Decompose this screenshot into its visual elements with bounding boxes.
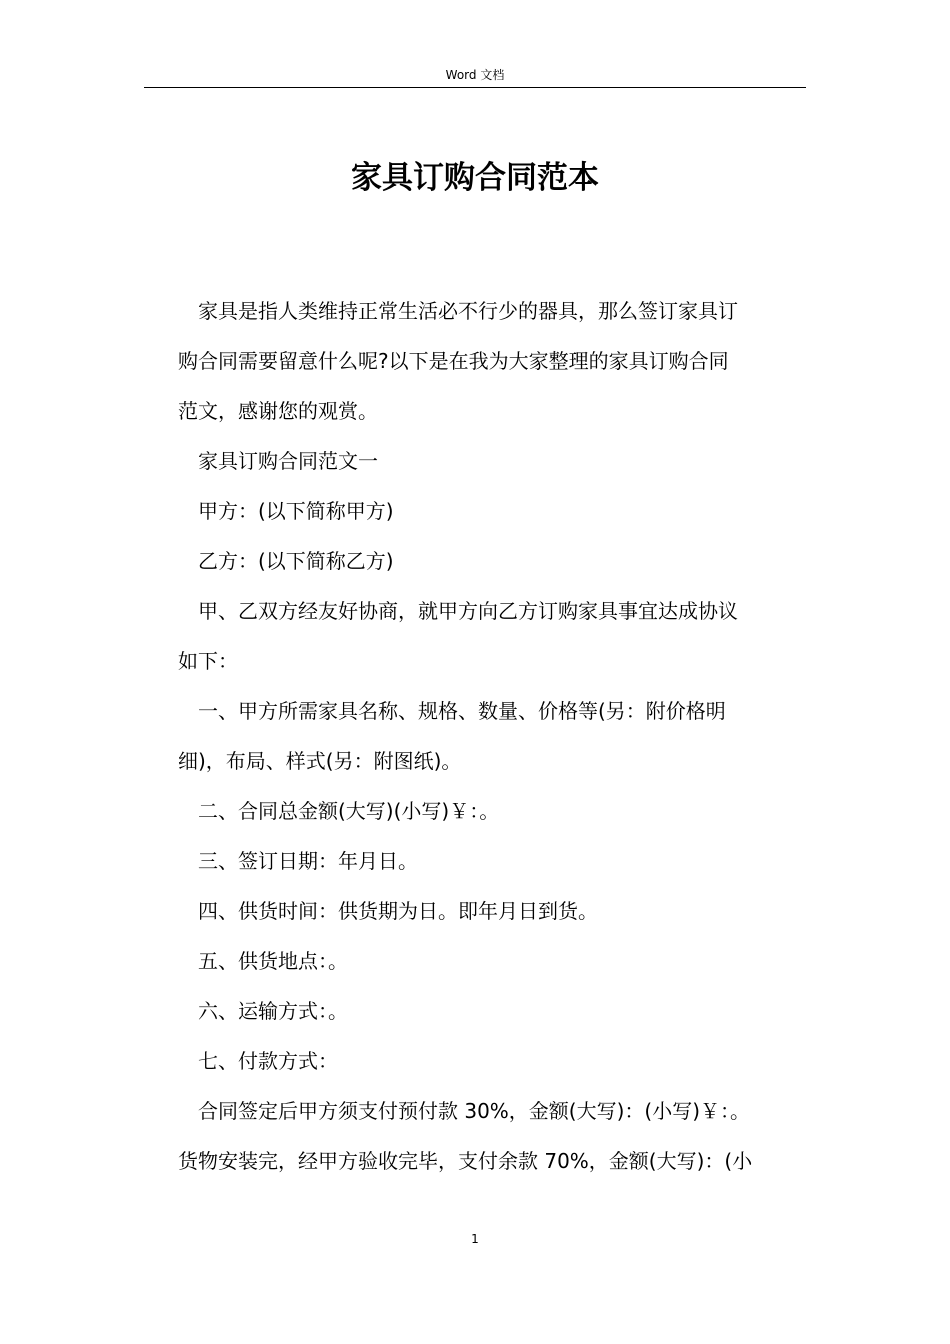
clause-6: 六、运输方式：。: [198, 999, 348, 1023]
payment-line: 合同签定后甲方须支付预付款 30%，金额(大写)：(小写)￥：。: [198, 1099, 751, 1123]
section-heading: 家具订购合同范文一: [198, 449, 378, 473]
paragraph-line: 范文，感谢您的观赏。: [178, 399, 378, 423]
paragraph-line: 如下：: [178, 649, 238, 673]
clause-1: 一、甲方所需家具名称、规格、数量、价格等(另：附价格明: [198, 699, 726, 723]
header-divider: [144, 87, 806, 88]
paragraph-line: 购合同需要留意什么呢?以下是在我为大家整理的家具订购合同: [178, 349, 729, 373]
paragraph-line: 甲、乙双方经友好协商，就甲方向乙方订购家具事宜达成协议: [198, 599, 738, 623]
clause-4: 四、供货时间：供货期为日。即年月日到货。: [198, 899, 598, 923]
clause-5: 五、供货地点：。: [198, 949, 348, 973]
clause-2: 二、合同总金额(大写)(小写)￥：。: [198, 799, 500, 823]
paragraph-line: 家具是指人类维持正常生活必不行少的器具，那么签订家具订: [198, 299, 738, 323]
document-body: [178, 286, 806, 1186]
party-a-line: 甲方：(以下简称甲方): [198, 499, 394, 523]
clause-7: 七、付款方式：: [198, 1049, 338, 1073]
document-title: 家具订购合同范本: [351, 160, 599, 196]
page-number: 1: [471, 1232, 479, 1246]
clause-1-continued: 细)，布局、样式(另：附图纸)。: [178, 749, 462, 773]
party-b-line: 乙方：(以下简称乙方): [198, 549, 394, 573]
page-header: Word 文档: [445, 68, 505, 82]
payment-line-continued: 货物安装完，经甲方验收完毕，支付余款 70%，金额(大写)：(小: [178, 1149, 753, 1173]
clause-3: 三、签订日期：年月日。: [198, 849, 418, 873]
